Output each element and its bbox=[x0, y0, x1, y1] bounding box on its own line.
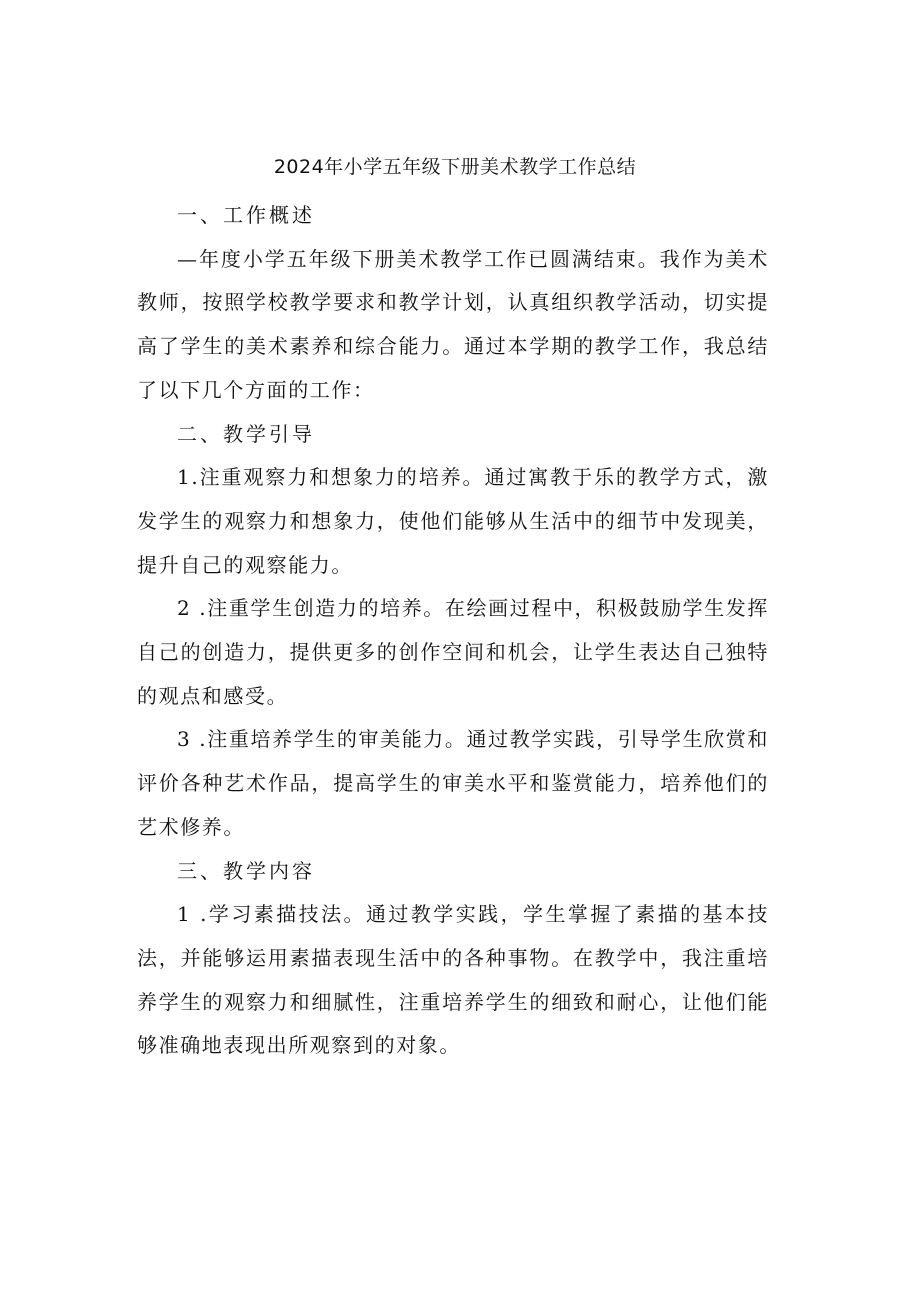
paragraph: 3 .注重培养学生的审美能力。通过教学实践，引导学生欣赏和评价各种艺术作品，提高学生的审美水平和鉴赏能力，培养他们的艺术修养。 bbox=[137, 727, 769, 839]
section-work-overview bbox=[137, 194, 769, 413]
paragraph: 2 .注重学生创造力的培养。在绘画过程中，积极鼓励学生发挥自己的创造力，提供更多的创作空间和机会，让学生表达自己独特的观点和感受。 bbox=[137, 596, 769, 708]
section-teaching-guidance bbox=[137, 413, 769, 850]
paragraph: 1 .学习素描技法。通过教学实践，学生掌握了素描的基本技法，并能够运用素描表现生活中的各种事物。在教学中，我注重培养学生的观察力和细腻性，注重培养学生的细致和耐心，让他们能够准确地表现出所观察到的对象。 bbox=[137, 902, 769, 1058]
section-teaching-content bbox=[137, 850, 769, 1069]
paragraph: 1.注重观察力和想象力的培养。通过寓教于乐的教学方式，激发学生的观察力和想象力，使他们能够从生活中的细节中发现美，提升自己的观察能力。 bbox=[137, 465, 769, 577]
document-body bbox=[137, 194, 769, 1068]
section-heading: 三、教学内容 bbox=[177, 858, 315, 883]
section-heading: 一、工作概述 bbox=[177, 203, 315, 227]
paragraph: —年度小学五年级下册美术教学工作已圆满结束。我作为美术教师，按照学校教学要求和教学计划，认真组织教学活动，切实提高了学生的美术素养和综合能力。通过本学期的教学工作，我总结了以下几个方面的工作： bbox=[137, 246, 769, 402]
section-heading: 二、教学引导 bbox=[177, 421, 315, 446]
document-title: 2024年小学五年级下册美术教学工作总结 bbox=[273, 156, 637, 178]
